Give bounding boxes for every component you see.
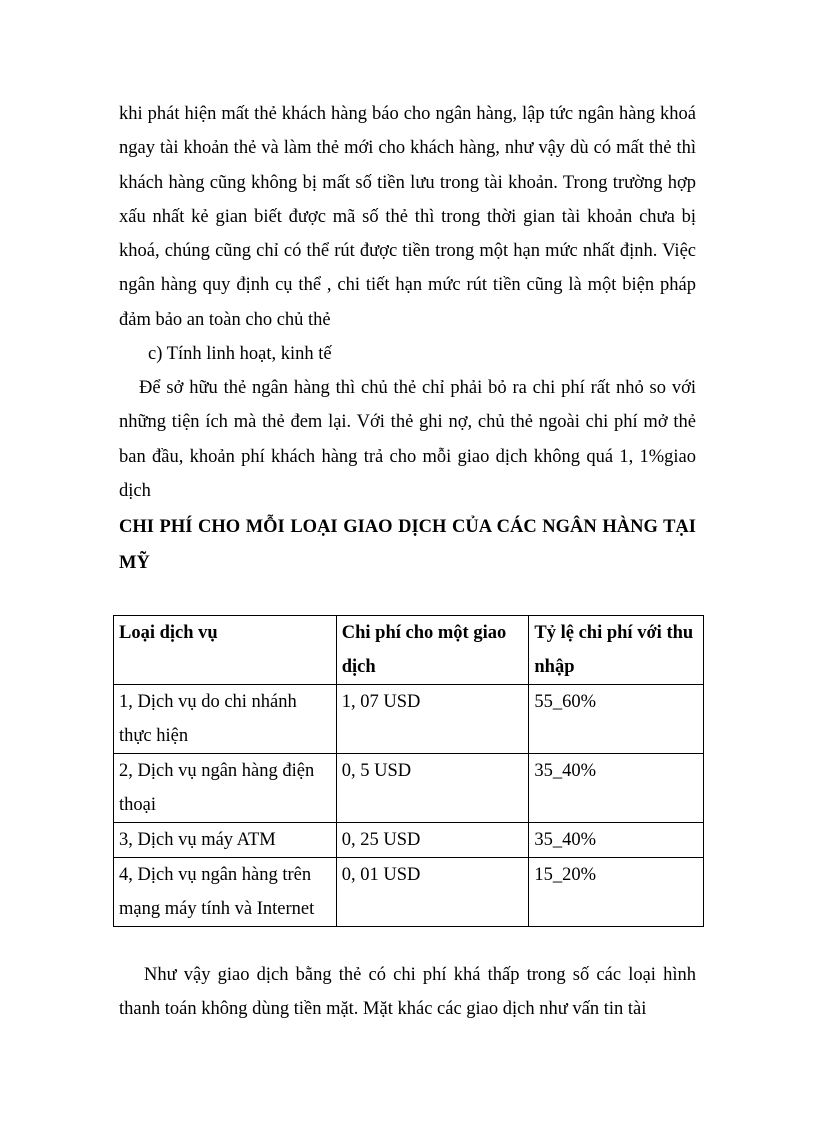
cell-service: 1, Dịch vụ do chi nhánh thực hiện	[114, 685, 337, 754]
paragraph-conclusion: Như vậy giao dịch bằng thẻ có chi phí khá thấp trong số các loại hình thanh toán không dùng tiền mặt. Mặt khác các giao dịch như vấn tin tài	[119, 965, 696, 1020]
header-service-type: Loại dịch vụ	[114, 616, 337, 685]
cell-ratio: 15_20%	[529, 858, 704, 927]
table-row	[114, 754, 704, 823]
cell-cost: 0, 5 USD	[336, 754, 529, 823]
transaction-cost-table	[113, 615, 704, 927]
cell-service: 2, Dịch vụ ngân hàng điện thoại	[114, 754, 337, 823]
cell-ratio: 35_40%	[529, 754, 704, 823]
table-row	[114, 685, 704, 754]
subheading-flexibility-economy: c) Tính linh hoạt, kinh tế	[148, 344, 332, 364]
cell-service: 3, Dịch vụ máy ATM	[114, 823, 337, 858]
cell-cost: 0, 25 USD	[336, 823, 529, 858]
table-title: CHI PHÍ CHO MỖI LOẠI GIAO DỊCH CỦA CÁC NGÂN HÀNG TẠI MỸ	[119, 517, 696, 573]
paragraph-card-cost: Để sở hữu thẻ ngân hàng thì chủ thẻ chỉ phải bỏ ra chi phí rất nhỏ so với những tiện ích mà thẻ đem lại. Với thẻ ghi nợ, chủ thẻ ngoài chi phí mở thẻ ban đầu, khoản phí khách hàng trả cho mỗi giao dịch không quá 1, 1%giao dịch	[119, 378, 696, 501]
cell-cost: 0, 01 USD	[336, 858, 529, 927]
cell-ratio: 55_60%	[529, 685, 704, 754]
cell-ratio: 35_40%	[529, 823, 704, 858]
paragraph-card-loss-safety: khi phát hiện mất thẻ khách hàng báo cho ngân hàng, lập tức ngân hàng khoá ngay tài khoản thẻ và làm thẻ mới cho khách hàng, như vậy dù có mất thẻ thì khách hàng cũng không bị mất số tiền lưu trong tài khoản. Trong trường hợp xấu nhất kẻ gian biết được mã số thẻ thì trong thời gian tài khoản chưa bị khoá, chúng cũng chỉ có thể rút được tiền trong một hạn mức nhất định. Việc ngân hàng quy định cụ thể , chi tiết hạn mức rút tiền cũng là một biện pháp đảm bảo an toàn cho chủ thẻ	[119, 104, 696, 330]
header-cost-per-transaction: Chi phí cho một giao dịch	[336, 616, 529, 685]
table-row	[114, 858, 704, 927]
table-header-row	[114, 616, 704, 685]
header-cost-income-ratio: Tỷ lệ chi phí với thu nhập	[529, 616, 704, 685]
table-row	[114, 823, 704, 858]
cell-cost: 1, 07 USD	[336, 685, 529, 754]
cell-service: 4, Dịch vụ ngân hàng trên mạng máy tính và Internet	[114, 858, 337, 927]
